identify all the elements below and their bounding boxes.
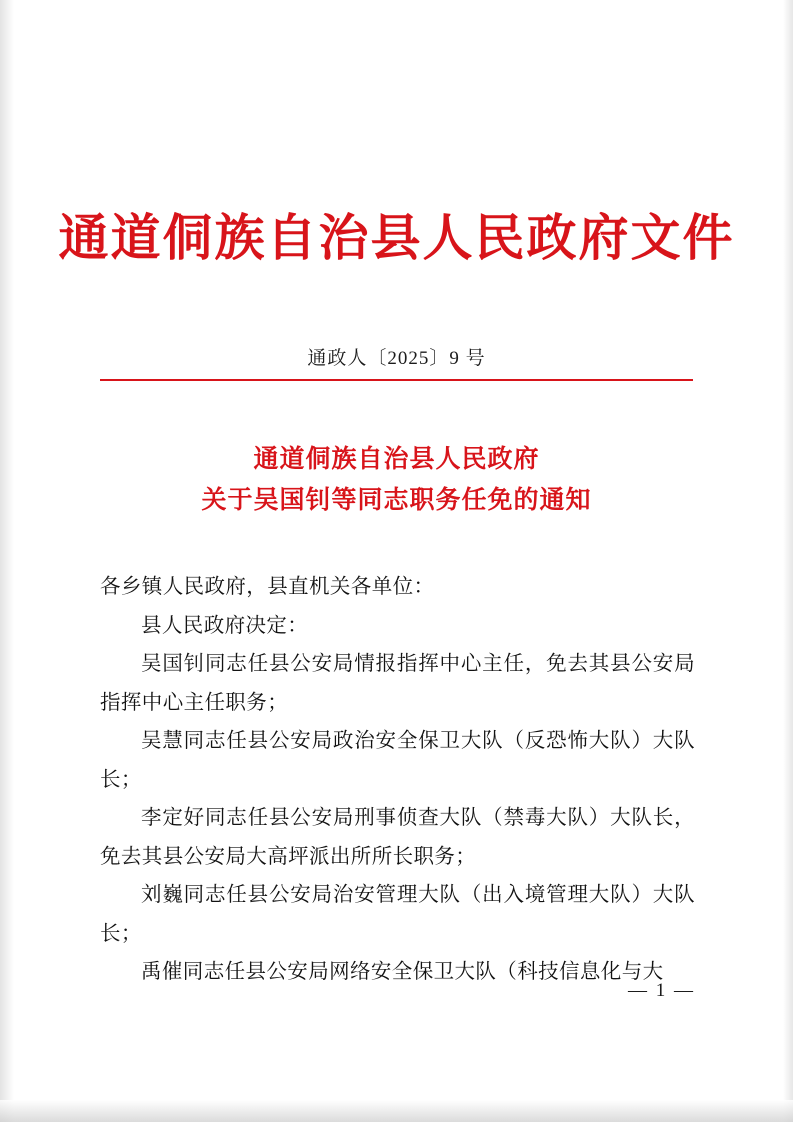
red-separator-rule [100, 379, 693, 381]
body-paragraph-6: 禹催同志任县公安局网络安全保卫大队（科技信息化与大 [141, 961, 664, 984]
document-number: 通政人〔2025〕9 号 [307, 348, 486, 369]
body-paragraph-4: 李定好同志任县公安局刑事侦查大队（禁毒大队）大队长，免去其县公安局大高坪派出所所长职务； [100, 807, 695, 868]
subject-line-2: 关于吴国钊等同志职务任免的通知 [201, 486, 592, 514]
body-paragraph-3: 吴慧同志任县公安局政治安全保卫大队（反恐怖大队）大队长； [100, 730, 695, 791]
document-subject [120, 440, 673, 521]
document-header-title: 通道侗族自治县人民政府文件 [58, 210, 735, 266]
body-paragraph-2: 吴国钊同志任县公安局情报指挥中心主任，免去其县公安局指挥中心主任职务； [100, 653, 695, 714]
subject-line-1: 通道侗族自治县人民政府 [253, 446, 540, 473]
salutation: 各乡镇人民政府，县直机关各单位： [100, 576, 435, 598]
scan-shadow-bottom [0, 1100, 793, 1122]
scan-shadow-right [783, 0, 793, 1122]
page-number-marker: — 1 — [628, 980, 695, 1001]
body-paragraph-1: 县人民政府决定： [141, 614, 309, 637]
document-body [100, 568, 695, 992]
body-paragraph-5: 刘巍同志任县公安局治安管理大队（出入境管理大队）大队长； [100, 884, 695, 945]
scan-shadow-left [0, 0, 14, 1122]
